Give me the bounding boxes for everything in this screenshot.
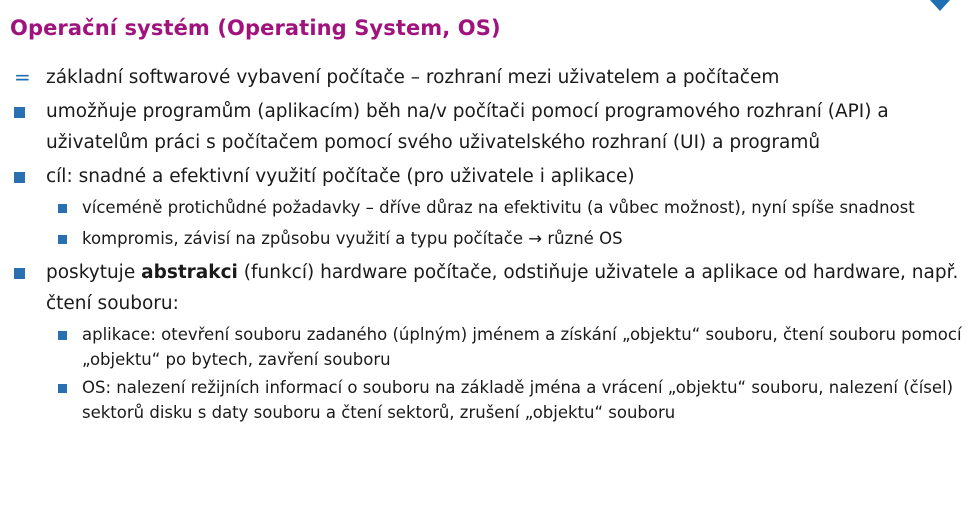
item-text: umožňuje programům (aplikacím) běh na/v počítači pomocí programového rozhraní (API) a uživatelům práci s počítačem pomocí svého uživatelského rozhraní (UI) a programů xyxy=(46,101,889,153)
square-bullet-icon xyxy=(14,268,25,279)
item-text-before: poskytuje xyxy=(46,262,142,283)
sub-item-text: kompromis, závisí na způsobu využití a typu počítače → různé OS xyxy=(82,229,623,248)
sub-item-text: OS: nalezení režijních informací o souboru na základě jména a vrácení „objektu“ souboru, nalezení (čísel) sektorů disku s daty souboru a čtení sektorů, zrušení „objektu“ souboru xyxy=(82,378,954,422)
list-item-api-ui xyxy=(12,96,962,158)
sub-item-text: víceméně protichůdné požadavky – dříve důraz na efektivitu (a vůbec možnost), nyní spíše snadnost xyxy=(82,198,915,217)
item-text-bold: abstrakci xyxy=(141,262,238,283)
square-bullet-icon xyxy=(14,107,25,118)
slide-content xyxy=(12,62,962,425)
slide-title: Operační systém (Operating System, OS) xyxy=(10,16,501,40)
square-bullet-icon xyxy=(58,235,67,244)
square-bullet-icon xyxy=(14,172,25,183)
list-item-definition xyxy=(12,62,962,93)
square-bullet-icon xyxy=(58,384,67,393)
item-text-after: (funkcí) hardware počítače, odstiňuje uživatele a aplikace od hardware, např. čtení souboru: xyxy=(46,262,959,314)
nav-triangle-icon[interactable] xyxy=(930,0,950,11)
square-bullet-icon xyxy=(58,204,67,213)
item-text: cíl: snadné a efektivní využití počítače (pro uživatele i aplikace) xyxy=(46,166,635,187)
sub-item-requirements xyxy=(12,195,962,220)
list-item-abstraction xyxy=(12,257,962,319)
item-text: základní softwarové vybavení počítače – rozhraní mezi uživatelem a počítačem xyxy=(46,67,780,88)
square-bullet-icon xyxy=(58,331,67,340)
sub-item-compromise xyxy=(12,226,962,251)
sub-item-application xyxy=(12,322,962,372)
sub-item-text: aplikace: otevření souboru zadaného (úplným) jménem a získání „objektu“ souboru, čtení souboru pomocí „objektu“ po bytech, zavření souboru xyxy=(82,325,962,369)
sub-item-os xyxy=(12,375,962,425)
equals-bullet-icon: = xyxy=(14,65,31,89)
list-item-goal xyxy=(12,161,962,192)
